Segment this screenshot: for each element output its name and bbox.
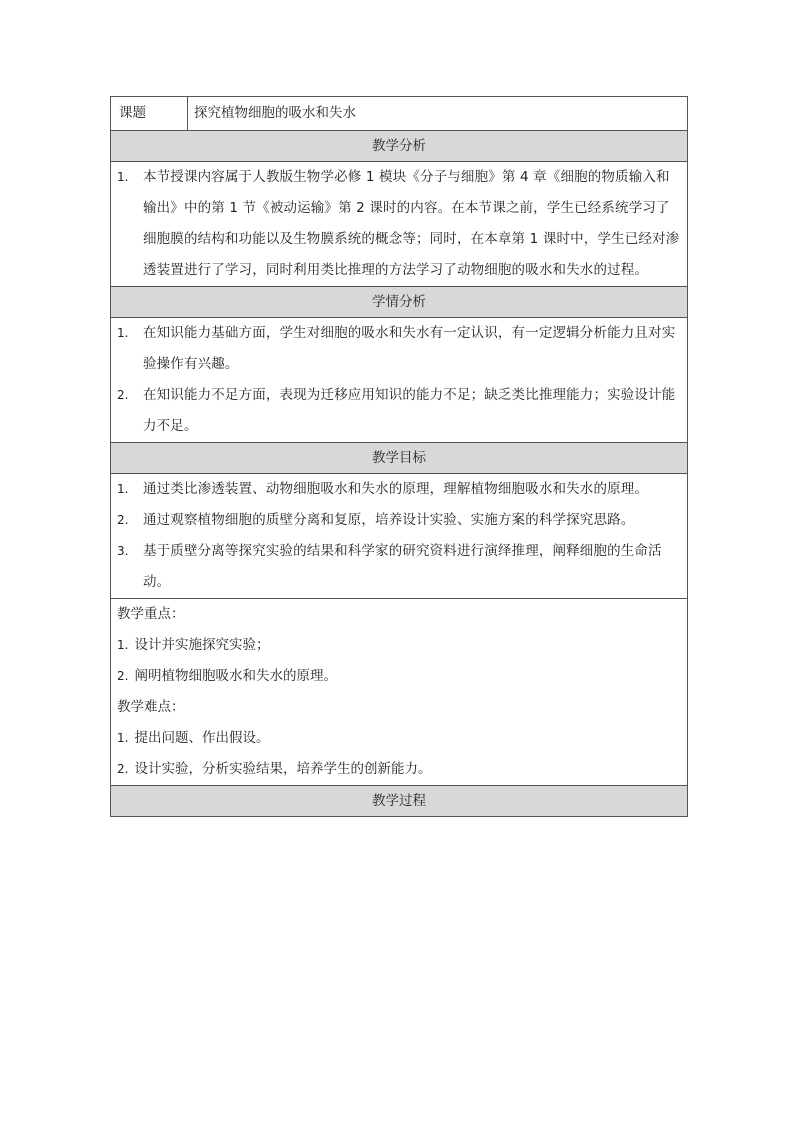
item-text: 基于质壁分离等探究实验的结果和科学家的研究资料进行演绎推理，阐释细胞的生命活动。 xyxy=(143,543,662,590)
topic-label: 课题 xyxy=(111,97,188,130)
key-and-difficult-points xyxy=(111,598,687,785)
topic-value: 探究植物细胞的吸水和失水 xyxy=(194,105,356,121)
item-text: 通过类比渗透装置、动物细胞吸水和失水的原理，理解植物细胞吸水和失水的原理。 xyxy=(143,481,649,497)
item-text: 阐明植物细胞吸水和失水的原理。 xyxy=(134,668,337,684)
item-number: 1. xyxy=(117,326,129,340)
teaching-goals-content xyxy=(111,473,687,598)
list-item xyxy=(117,380,681,442)
item-number: 2. xyxy=(117,513,129,527)
item-text: 在知识能力基础方面，学生对细胞的吸水和失水有一定认识，有一定逻辑分析能力且对实验操作有兴趣。 xyxy=(143,325,676,372)
item-text: 通过观察植物细胞的质壁分离和复原，培养设计实验、实施方案的科学探究思路。 xyxy=(143,512,635,528)
item-number: 1. xyxy=(117,482,129,496)
lesson-plan-table xyxy=(110,96,688,817)
teaching-difficulty-title: 教学难点： xyxy=(117,699,185,715)
teaching-focus-title: 教学重点： xyxy=(117,606,185,622)
list-item xyxy=(117,723,681,754)
list-item xyxy=(117,754,681,785)
teaching-goals-heading: 教学目标 xyxy=(111,442,687,473)
item-number: 1. xyxy=(117,170,129,184)
list-item xyxy=(117,536,681,598)
item-number: 3. xyxy=(117,544,129,558)
list-item xyxy=(117,661,681,692)
list-item xyxy=(117,162,681,286)
item-text: 设计并实施探究实验； xyxy=(134,637,270,653)
learner-analysis-heading: 学情分析 xyxy=(111,286,687,317)
topic-row xyxy=(111,97,687,130)
item-text: 设计实验，分析实验结果，培养学生的创新能力。 xyxy=(134,761,432,777)
learner-analysis-content xyxy=(111,317,687,442)
item-number: 1. xyxy=(117,638,129,652)
list-item xyxy=(117,630,681,661)
list-item xyxy=(117,505,681,536)
list-item xyxy=(117,474,681,505)
item-text: 本节授课内容属于人教版生物学必修 1 模块《分子与细胞》第 4 章《细胞的物质输入和输出》中的第 1 节《被动运输》第 2 课时的内容。在本节课之前，学生已经系统学习了细胞膜的结构和功能以及生物膜系统的概念等；同时，在本章第 1 课时中，学生已经对渗透装置进行了学习，同时利用类比推理的方法学习了动物细胞的吸水和失水的过程。 xyxy=(143,169,680,278)
teaching-process-heading: 教学过程 xyxy=(111,785,687,816)
item-text: 在知识能力不足方面，表现为迁移应用知识的能力不足；缺乏类比推理能力；实验设计能力不足。 xyxy=(143,387,676,434)
item-number: 2. xyxy=(117,669,129,683)
item-number: 2. xyxy=(117,388,129,402)
item-number: 1. xyxy=(117,731,129,745)
list-item xyxy=(117,318,681,380)
analysis-heading: 教学分析 xyxy=(111,130,687,161)
analysis-content xyxy=(111,161,687,286)
item-number: 2. xyxy=(117,762,129,776)
item-text: 提出问题、作出假设。 xyxy=(134,730,270,746)
